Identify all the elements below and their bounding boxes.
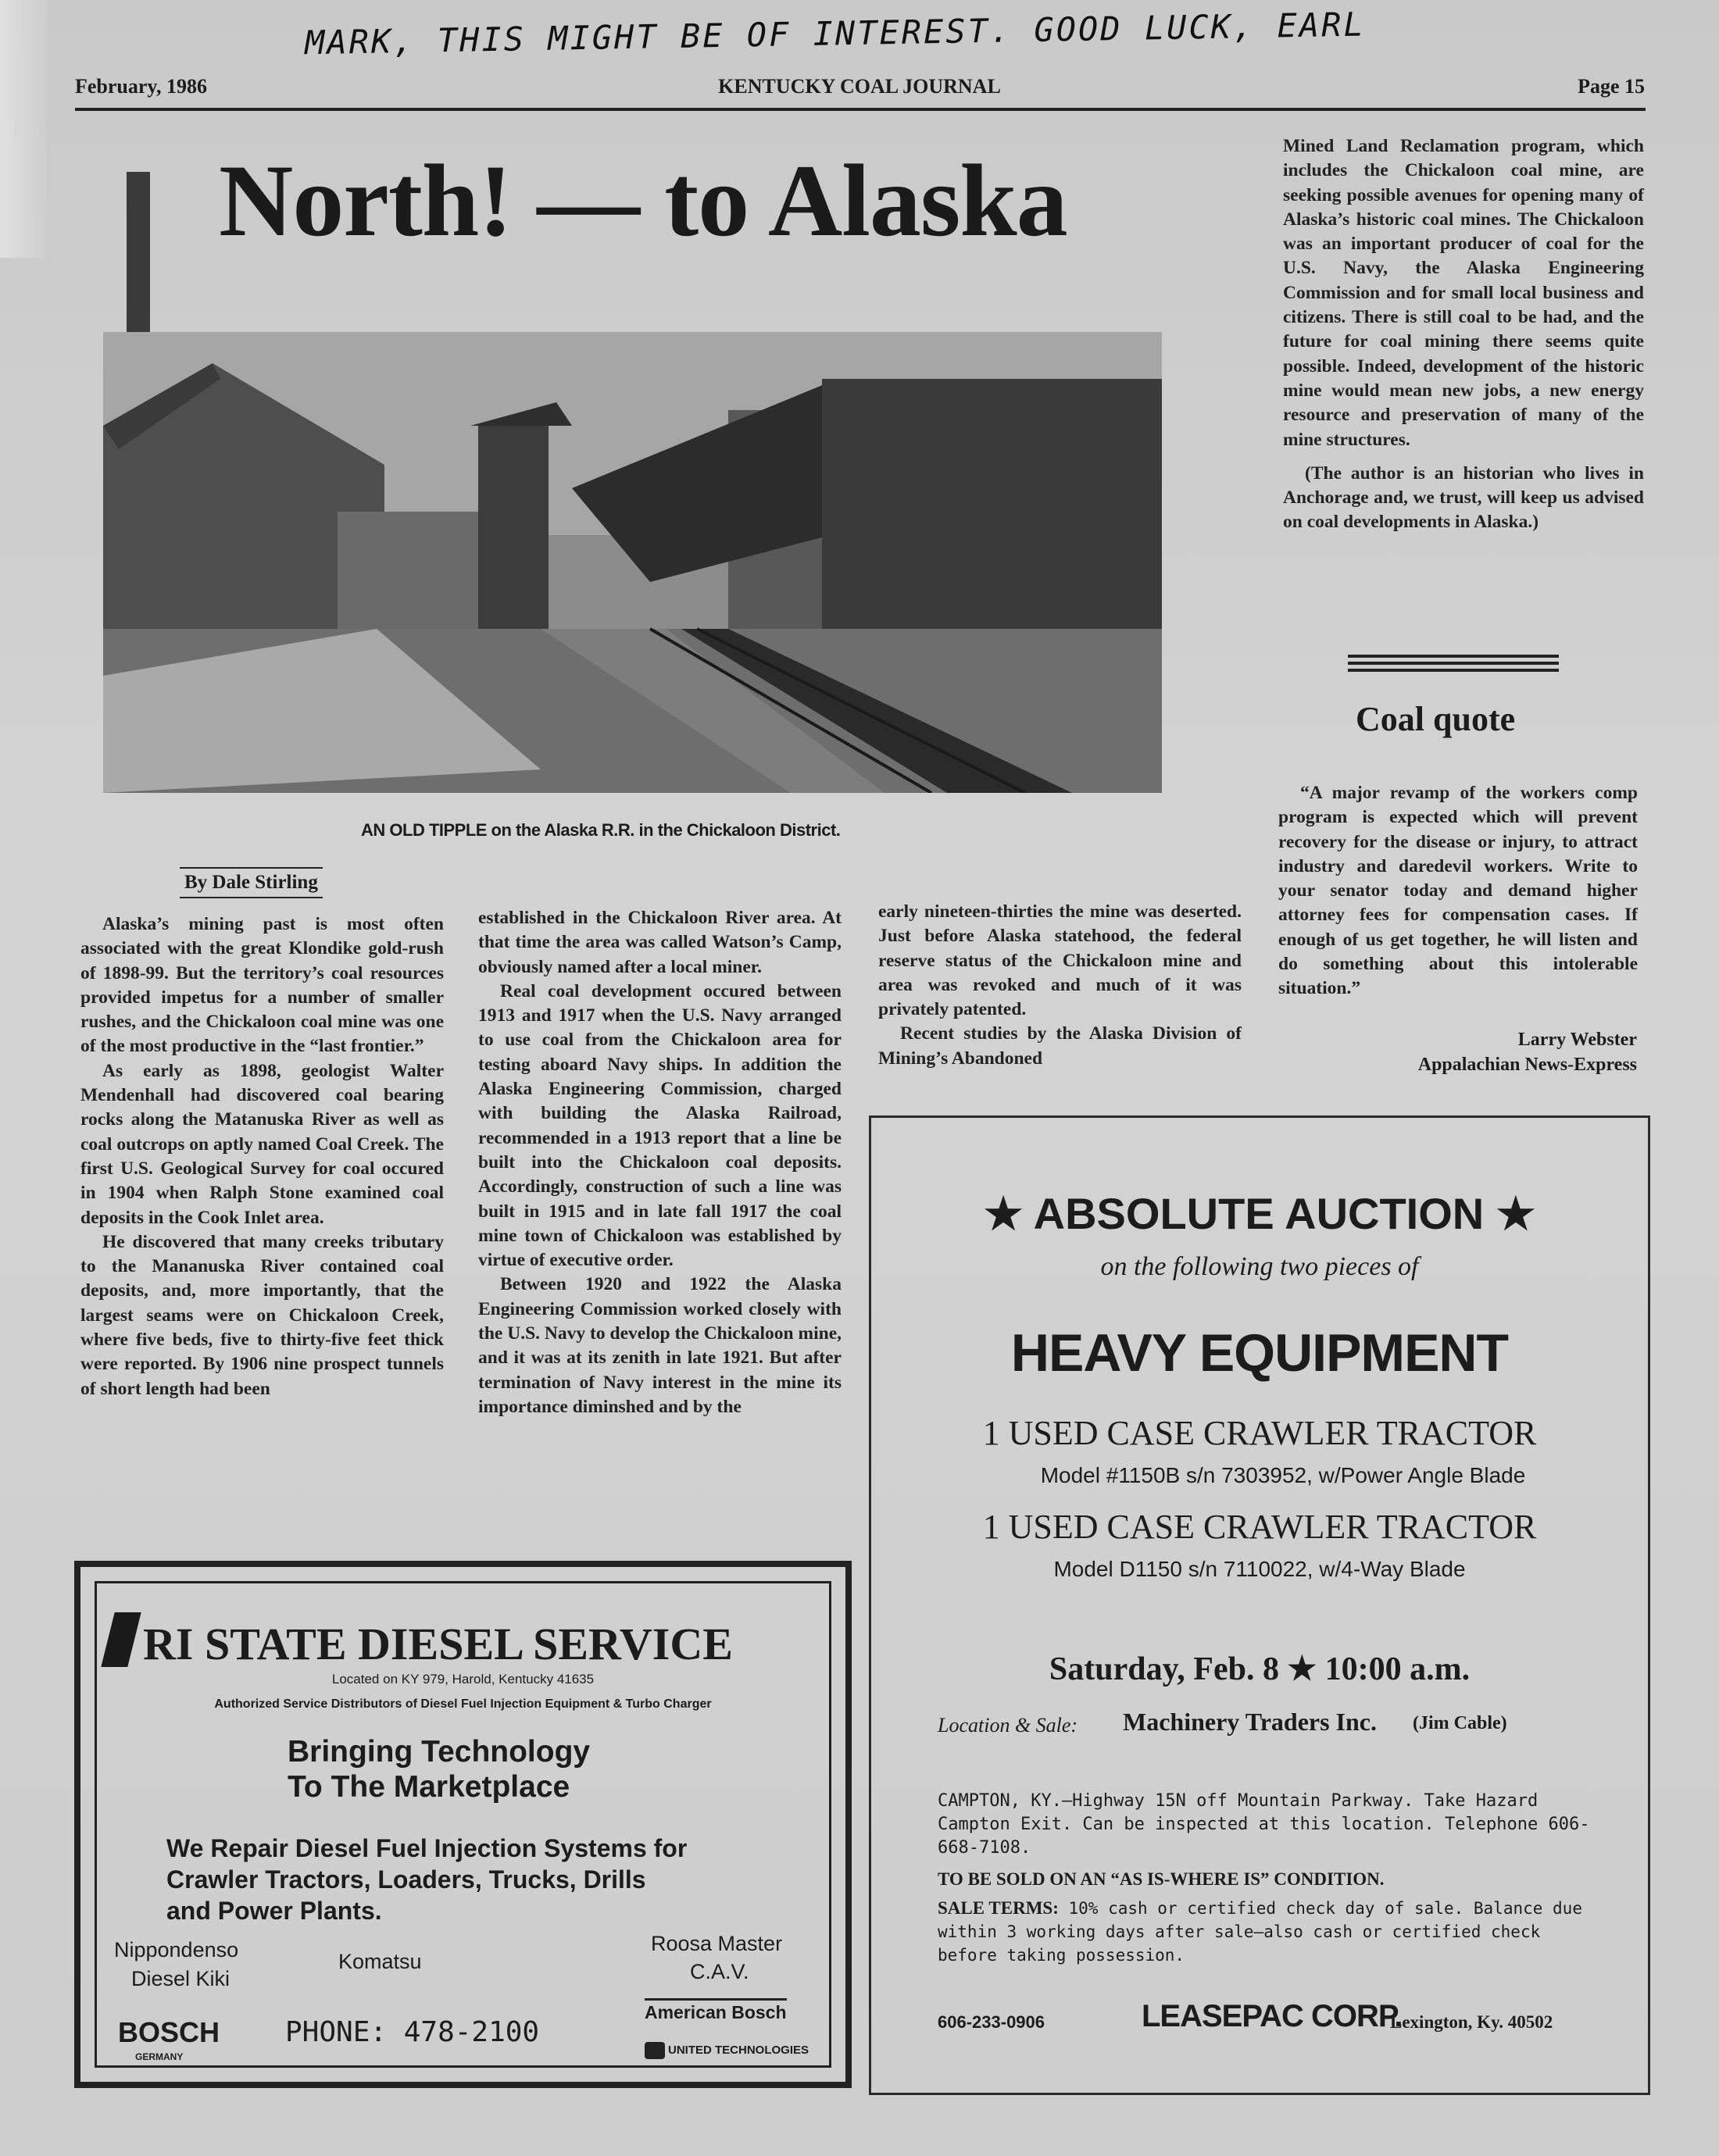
sale-terms-text: 10% cash or certified check day of sale. Balance due within 3 working days after sale—also cash or certified check before taking possession. xyxy=(938,1899,1582,1965)
item-2-title: 1 USED CASE CRAWLER TRACTOR xyxy=(982,1508,1537,1546)
paragraph: established in the Chickaloon River area. At that time the area was called Watson’s Camp, obviously named after a local miner. xyxy=(478,908,842,977)
bosch-logo: BOSCH xyxy=(118,2016,220,2048)
paragraph: Mined Land Reclamation program, which includes the Chickaloon coal mine, are seeking possible avenues for opening many of Alaska’s historic coal mines. The Chickaloon was an important producer of coal for the U.S. Navy, the Alaska Engineering Commission and for small local business and citizens. There is still coal to be had, and the future for coal mining there seems quite possible. Indeed, development of the historic mine would mean new jobs, a new energy resource and preservation of many of the mine structures. xyxy=(1283,136,1644,450)
tri-state-authorized: Authorized Service Distributors of Diesel Fuel Injection Equipment & Turbo Charger xyxy=(214,1697,712,1711)
quote-source: Appalachian News-Express xyxy=(1417,1055,1637,1075)
sale-terms-label: SALE TERMS: xyxy=(938,1898,1059,1918)
tri-state-name: RI STATE DIESEL SERVICE xyxy=(143,1619,733,1669)
item-1-title: 1 USED CASE CRAWLER TRACTOR xyxy=(982,1414,1537,1452)
sale-condition: TO BE SOLD ON AN “AS IS-WHERE IS” CONDITION. xyxy=(938,1869,1385,1889)
coal-quote-text xyxy=(1278,781,1638,1001)
auction-ad xyxy=(869,1115,1650,2095)
item-1-model: Model #1150B s/n 7303952, w/Power Angle Blade xyxy=(1040,1463,1526,1487)
paragraph: Between 1920 and 1922 the Alaska Engineering Commission worked closely with the U.S. Navy to develop the Chickaloon mine, and it was at its zenith in late 1921. But after termination of Navy interest in the mine its importance diminshed and by the xyxy=(478,1274,842,1417)
tri-state-diesel-ad xyxy=(74,1561,852,2088)
location-name: Machinery Traders Inc. xyxy=(1123,1708,1377,1736)
brand-american-bosch: American Bosch xyxy=(645,1998,787,2023)
leasepac-phone: 606-233-0906 xyxy=(938,2012,1045,2032)
tipple-photo xyxy=(103,332,1162,793)
issue-date: February, 1986 xyxy=(75,75,207,98)
auction-address: CAMPTON, KY.—Highway 15N off Mountain Parkway. Take Hazard Campton Exit. Can be inspected at this location. Telephone 606-668-7108. xyxy=(938,1791,1590,1858)
item-2-model: Model D1150 s/n 7110022, w/4-Way Blade xyxy=(1053,1557,1466,1581)
auction-date: Saturday, Feb. 8 ★ 10:00 a.m. xyxy=(1049,1651,1471,1687)
tri-state-phone: PHONE: 478-2100 xyxy=(285,2016,540,2048)
quote-paragraph: “A major revamp of the workers comp program is expected which will prevent recovery for the disease or injury, to attract industry and daredevil workers. Write to your senator today and demand higher attorney fees for compensation cases. If enough of us get together, he will listen and do something about this intolerable situation.” xyxy=(1278,783,1638,999)
header-rule xyxy=(75,108,1646,111)
paragraph: As early as 1898, geologist Walter Mendenhall had discovered coal bearing rocks along the Matanuska River as well as coal outcrops on aptly named Coal Creek. The first U.S. Geological Survey for coal occured in 1904 when Ralph Stone examined coal deposits in the Cook Inlet area. xyxy=(80,1060,444,1228)
brand-roosa-master: Roosa Master xyxy=(651,1932,783,1955)
tri-state-location: Located on KY 979, Harold, Kentucky 41635 xyxy=(331,1672,595,1687)
brand-cav: C.A.V. xyxy=(690,1960,749,1983)
brand-diesel-kiki: Diesel Kiki xyxy=(131,1967,231,1990)
article-column-4 xyxy=(1283,134,1644,535)
united-technologies-logo: UNITED TECHNOLOGIES xyxy=(668,2044,809,2057)
handwritten-note: MARK, THIS MIGHT BE OF INTEREST. GOOD LUCK, EARL xyxy=(304,5,1367,62)
paragraph: Recent studies by the Alaska Division of Mining’s Abandoned xyxy=(878,1023,1242,1069)
article-column-1 xyxy=(80,912,444,1401)
repair-line-2: Crawler Tractors, Loaders, Trucks, Drills xyxy=(166,1865,646,1894)
brand-komatsu: Komatsu xyxy=(338,1950,422,1973)
sale-terms xyxy=(938,1897,1594,1967)
article-column-3 xyxy=(878,900,1242,1071)
leasepac-logo: LEASEPAC CORP. xyxy=(1142,1999,1403,2033)
auction-subheadline: on the following two pieces of xyxy=(1100,1252,1419,1281)
paragraph: He discovered that many creeks tributary to the Mananuska River contained coal deposits, and, more importantly, that the largest seams were on Chickaloon Creek, where five beds, five to thirty-five feet thick were reported. By 1906 nine prospect tunnels of short length had been xyxy=(80,1231,444,1399)
bosch-germany: GERMANY xyxy=(135,2051,184,2062)
paragraph: early nineteen-thirties the mine was deserted. Just before Alaska statehood, the federal reserve status of the Chickaloon mine and area was revoked and much of it was privately patented. xyxy=(878,901,1242,1020)
quote-author: Larry Webster xyxy=(1517,1030,1637,1050)
page-number: Page 15 xyxy=(1578,75,1645,98)
auction-headline: ★ ABSOLUTE AUCTION ★ xyxy=(983,1189,1535,1238)
byline: By Dale Stirling xyxy=(180,867,323,898)
leasepac-city: Lexington, Ky. 40502 xyxy=(1390,2012,1553,2032)
section-divider xyxy=(1348,655,1559,676)
article-column-2 xyxy=(478,906,842,1419)
article-title: North! — to Alaska xyxy=(219,143,1067,258)
repair-line-1: We Repair Diesel Fuel Injection Systems for xyxy=(166,1834,688,1862)
photo-caption: AN OLD TIPPLE on the Alaska R.R. in the Chickaloon District. xyxy=(361,820,841,840)
repair-line-3: and Power Plants. xyxy=(166,1897,382,1925)
slogan-line-1: Bringing Technology xyxy=(288,1735,591,1769)
location-person: (Jim Cable) xyxy=(1413,1713,1507,1733)
slogan-line-2: To The Marketplace xyxy=(288,1770,570,1804)
author-note: (The author is an historian who lives in Anchorage and, we trust, will keep us advised on coal developments in Alaska.) xyxy=(1283,462,1644,533)
heavy-equipment-heading: HEAVY EQUIPMENT xyxy=(1010,1323,1509,1383)
united-technologies-icon xyxy=(645,2042,665,2059)
journal-name: KENTUCKY COAL JOURNAL xyxy=(718,75,1001,98)
paragraph: Real coal development occured between 1913 and 1917 when the U.S. Navy arranged to use coal from the Chickaloon area for testing aboard Navy ships. In addition the Alaska Engineering Commission, charged with building the Alaska Railroad, recommended in a 1913 report that a line be built into the Chickaloon coal deposits. Accordingly, construction of such a line was built in 1915 and in late fall 1917 the coal mine town of Chickaloon was established by virtue of executive order. xyxy=(478,980,842,1271)
paragraph: Alaska’s mining past is most often associated with the great Klondike gold-rush of 1898-99. But the territory’s coal resources provided impetus for a number of smaller rushes, and the Chickaloon coal mine was one of the most productive in the “last frontier.” xyxy=(80,914,444,1057)
coal-quote-heading: Coal quote xyxy=(1356,700,1516,738)
brand-nippondenso: Nippondenso xyxy=(114,1938,239,1961)
location-label: Location & Sale: xyxy=(938,1714,1078,1737)
torn-edge xyxy=(0,0,47,258)
